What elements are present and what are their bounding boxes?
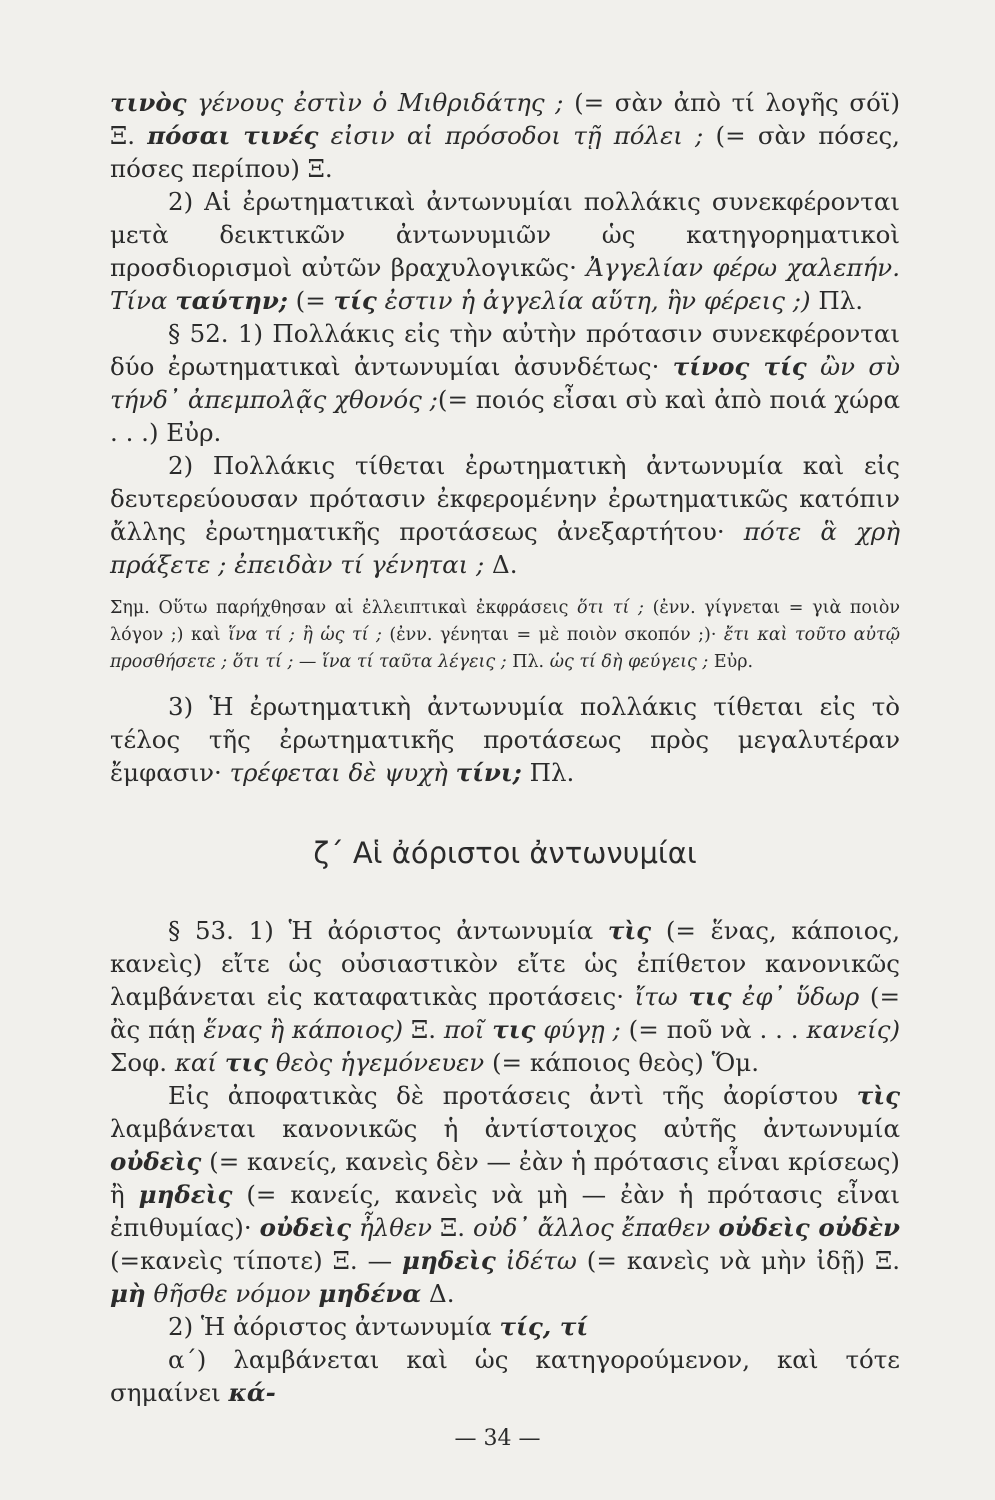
example: ἦλθεν (351, 1213, 432, 1242)
emphasis: μηδεὶς (138, 1180, 233, 1209)
example: ἴτω (634, 982, 689, 1011)
emphasis: μὴ (110, 1279, 146, 1308)
paragraph (110, 1310, 900, 1343)
paragraph-52 (110, 317, 900, 449)
text: (ἐνν. γίγνεται = γιὰ ποιὸν λόγον ;) καὶ (110, 598, 901, 645)
example: ἐστιν ἡ ἀγγελία αὕτη, ἣν φέρεις ;) (376, 286, 811, 315)
example: ἵνα τί ; ἢ ὡς τί ; (228, 625, 382, 645)
paragraph (110, 1079, 900, 1310)
text: 2) Πολλάκις τίθεται ἐρωτηματικὴ ἀντωνυμία καὶ εἰς δευτερεύουσαν πρότασιν ἐκφερομένην ἐρωτηματικῶς κατόπιν ἄλλης ἐρωτηματικῆς προτάσεως ἀνεξαρτήτου· (110, 451, 900, 546)
emphasis: τὶς (607, 916, 652, 945)
text: (= κανείς, κανεὶς νὰ μὴ — ἐὰν ἡ πρότασις εἶναι ἐπιθυμίας)· (110, 1180, 900, 1242)
emphasis: τίνος τίς (672, 352, 807, 381)
text: (= ποῦ νὰ . . . (620, 1015, 807, 1044)
text: 2) Αἱ ἐρωτηματικαὶ ἀντωνυμίαι πολλάκις συνεκφέρονται μετὰ δεικτικῶν ἀντωνυμιῶν ὡς κατηγορηματικοὶ προσδιορισμοὶ αὐτῶν βραχυλογικῶς· (110, 187, 900, 282)
emphasis: οὐδεὶς οὐδὲν (718, 1213, 900, 1242)
text: (ἐνν. γένηται = μὲ ποιὸν σκοπόν ;)· (381, 625, 724, 645)
text: λαμβάνεται κανονικῶς ἡ ἀντίστοιχος αὐτῆς ἀντωνυμία (110, 1114, 900, 1143)
emphasis: τινὸς (110, 88, 187, 117)
text: (= κάποιος θεὸς) Ὅμ. (484, 1048, 759, 1077)
text: (= (287, 286, 334, 315)
example: ὡς τί δὴ φεύγεις ; (549, 652, 709, 672)
emphasis: τίς, τί (499, 1312, 589, 1341)
text: § 52. 1) Πολλάκις εἰς τὴν αὐτὴν πρότασιν συνεκφέρονται δύο ἐρωτηματικαὶ ἀντωνυμίαι ἀσυνδέτως· (110, 319, 900, 381)
emphasis: τίς (333, 286, 377, 315)
emphasis: οὐδεὶς (259, 1213, 351, 1242)
example: κανείς) (806, 1015, 901, 1044)
example: πότε ἃ χρὴ πράξετε ; ἐπειδὰν τί γένηται ; (110, 517, 900, 579)
emphasis: τις (688, 982, 732, 1011)
example: εἰσιν αἱ πρόσοδοι τῇ πόλει ; (318, 121, 704, 150)
example: ὅτι τί ; (577, 598, 644, 618)
example: ἐφ᾽ ὕδωρ (731, 982, 860, 1011)
text: α΄) λαμβάνεται καὶ ὡς κατηγορούμενον, καὶ τότε σημαίνει (110, 1345, 900, 1407)
paragraph (110, 690, 900, 789)
paragraph (110, 1343, 900, 1409)
emphasis: ταύτην; (175, 286, 288, 315)
text: Σοφ. (110, 1048, 175, 1077)
example: οὐδ᾽ ἄλλος ἔπαθεν (473, 1213, 719, 1242)
text: (= κανεὶς νὰ μὴν ἰδῇ) Ξ. (576, 1246, 900, 1275)
text: (= σὰν ἀπὸ τί λογῆς σόϊ) Ξ. (110, 88, 901, 150)
text: Δ. (421, 1279, 455, 1308)
example: ἰδέτω (495, 1246, 577, 1275)
text: (=κανεὶς τίποτε) Ξ. — (110, 1246, 403, 1275)
text: Εἰς ἀποφατικὰς δὲ προτάσεις ἀντὶ τῆς ἀορίστου (168, 1081, 857, 1110)
paragraph (110, 449, 900, 581)
example: τρέφεται δὲ ψυχὴ (229, 758, 456, 787)
example: καί (174, 1048, 225, 1077)
example: ἕνας ἢ κάποιος) (203, 1015, 404, 1044)
page-body (110, 86, 900, 1409)
text: Πλ. (810, 286, 864, 315)
text: Πλ. (521, 758, 575, 787)
section-title: ζ΄ Αἱ ἀόριστοι ἀντωνυμίαι (313, 836, 697, 870)
paragraph-53 (110, 914, 900, 1079)
text: (= ποιός εἶσαι σὺ καὶ ἀπὸ ποιά χώρα . . .) Εὐρ. (110, 385, 900, 447)
example: ἔτι καὶ τοῦτο αὐτῷ προσθήσετε ; ὅτι τί ; — ἵνα τί ταῦτα λέγεις ; (110, 625, 900, 672)
text: Σημ. Οὕτω παρήχθησαν αἱ ἐλλειπτικαὶ ἐκφράσεις (110, 598, 578, 618)
emphasis: τὶς (856, 1081, 900, 1110)
example: γένους ἐστὶν ὁ Μιθριδάτης ; (186, 88, 564, 117)
emphasis: τις (492, 1015, 536, 1044)
emphasis: οὐδεὶς (110, 1147, 202, 1176)
text: § 53. 1) Ἡ ἀόριστος ἀντωνυμία (168, 916, 608, 945)
text: (= ἕνας, κάποιος, κανεὶς) εἴτε ὡς οὐσιαστικὸν εἴτε ὡς ἐπίθετον κανονικῶς λαμβάνεται εἰς καταφατικὰς προτάσεις· (110, 916, 901, 1011)
text: (= ἂς πάῃ (110, 982, 900, 1044)
example: ποῖ (443, 1015, 493, 1044)
emphasis: μηδένα (318, 1279, 422, 1308)
paragraph (110, 185, 900, 317)
note (110, 595, 900, 676)
emphasis: τις (224, 1048, 269, 1077)
example: Ἀγγελίαν φέρω χαλεπήν. Τίνα (110, 253, 900, 315)
example: θεὸς ἡγεμόνευεν (268, 1048, 485, 1077)
text: (= κανείς, κανεὶς δὲν — ἐὰν ἡ πρότασις εἶναι κρίσεως) ἢ (110, 1147, 900, 1209)
example: θῆσθε νόμον (145, 1279, 319, 1308)
emphasis: πόσαι τινές (147, 121, 319, 150)
paragraph (110, 86, 900, 185)
example: φύγῃ ; (535, 1015, 621, 1044)
text: (= σὰν πόσες, πόσες περίπου) Ξ. (110, 121, 900, 183)
page-number: — 34 — (454, 1426, 541, 1451)
text: Ξ. (403, 1015, 444, 1044)
emphasis: μηδεὶς (402, 1246, 496, 1275)
example: ὢν σὺ τήνδ᾽ ἀπεμπολᾷς χθονός ; (110, 352, 900, 414)
text: Ξ. (432, 1213, 474, 1242)
emphasis: τίνι; (455, 758, 522, 787)
text: 3) Ἡ ἐρωτηματικὴ ἀντωνυμία πολλάκις τίθεται εἰς τὸ τέλος τῆς ἐρωτηματικῆς προτάσεως πρὸς μεγαλυτέραν ἔμφασιν· (110, 692, 900, 787)
emphasis: κά- (228, 1378, 276, 1407)
text: 2) Ἡ ἀόριστος ἀντωνυμία (168, 1312, 500, 1341)
text: Πλ. (506, 652, 550, 672)
text: Δ. (484, 550, 518, 579)
text: Εὐρ. (708, 652, 754, 672)
